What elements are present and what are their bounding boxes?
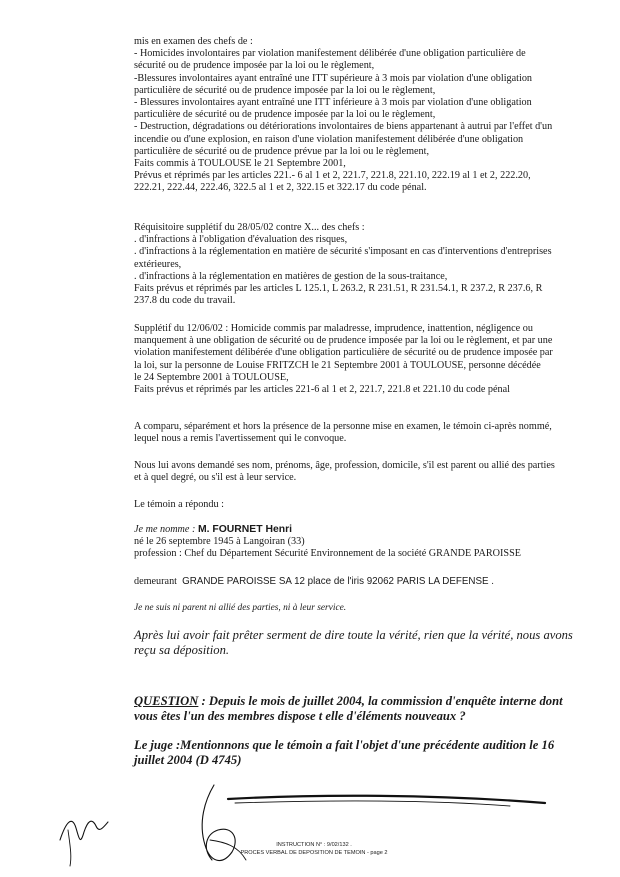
demeurant-value: GRANDE PAROISSE SA 12 place de l'iris 92062 PARIS LA DEFENSE . [182,576,494,587]
requisitoire-line: extérieures, [134,258,182,270]
chefs-line: - Destruction, dégradations ou détériorations involontaires de biens appartenant à autrui par l'effet d'un [134,121,553,133]
serment-line: Après lui avoir fait prêter serment de dire toute la vérité, rien que la vérité, nous avons [134,628,573,642]
chefs-line: particulière de sécurité ou de prudence imposée par la loi ou le règlement, [134,109,436,121]
demande-line: et à quel degré, ou s'il est à leur service. [134,472,297,484]
requisitoire-line: Faits prévus et réprimés par les articles L 125.1, L 263.2, R 231.51, R 231.54.1, R 237.2, R 237.6, R [134,283,543,295]
chefs-line: Prévus et réprimés par les articles 221.- 6 al 1 et 2, 221.7, 221.8, 221.10, 222.19 al 1 et 2, 222.20, [134,170,531,182]
question-first: : Depuis le mois de juillet 2004, la commission d'enquête interne dont [198,694,563,708]
suppletif-line: violation manifestement délibérée d'une obligation particulière de sécurité ou de prudence imposée par [134,347,553,359]
demeurant-label: demeurant [134,576,177,587]
requisitoire-line: . d'infractions à la réglementation en matière de sécurité s'imposant en cas d'interventions d'entreprises [134,246,552,258]
requisitoire-line: 237.8 du code du travail. [134,295,236,307]
comparu-line: A comparu, séparément et hors la présence de la personne mise en examen, le témoin ci-après nommé, [134,421,552,432]
juge-line: Le juge :Mentionnons que le témoin a fait l'objet d'une précédente audition le 16 [134,738,555,752]
comparu-line: lequel nous a remis l'avertissement qui le convoque. [134,433,347,445]
nom-value: M. FOURNET Henri [197,524,293,535]
question-second: vous êtes l'un des membres dispose t elle d'éléments nouveaux ? [134,709,466,723]
suppletif-line: Faits prévus et réprimés par les articles 221-6 al 1 et 2, 221.7, 221.8 et 221.10 du code pénal [134,384,510,396]
chefs-line: -Blessures involontaires ayant entraîné une ITT supérieure à 3 mois par violation d'une obligation [134,72,533,84]
naissance-line: né le 26 septembre 1945 à Langoiran (33) [134,536,305,548]
juge-line: juillet 2004 (D 4745) [134,753,242,767]
suppletif-line: le 24 Septembre 2001 à TOULOUSE, [134,371,289,383]
profession-line: profession : Chef du Département Sécurité Environnement de la société GRANDE PAROISSE [134,548,521,560]
question-label: QUESTION [134,694,199,708]
parent-text: Je ne suis ni parent ni allié des parties, ni à leur service. [134,603,347,613]
footer-line: PROCES VERBAL DE DEPOSITION DE TEMOIN - page 2 [240,850,388,856]
requisitoire-line: Réquisitoire supplétif du 28/05/02 contre X... des chefs : [134,222,365,233]
suppletif-line: Supplétif du 12/06/02 : Homicide commis par maladresse, imprudence, inattention, négligence ou [134,323,533,334]
footer [214,841,414,857]
initials-left-tail [68,830,71,866]
chefs-line: 222.21, 222.44, 222.46, 322.5 al 1 et 2, 322.15 et 322.17 du code pénal. [134,182,427,194]
repondu-text: Le témoin a répondu : [134,499,224,510]
chefs-intro: mis en examen des chefs de : [134,36,253,47]
chefs-line: incendie ou d'une explosion, en raison d'une violation manifestement délibérée d'une obligation [134,133,524,145]
signature-stroke-top-thin [235,801,510,806]
suppletif-line: manquement à une obligation de sécurité ou de prudence imposée par la loi ou le règlement, et par une [134,335,553,347]
serment-line: reçu sa déposition. [134,643,230,657]
requisitoire-line: . d'infractions à l'obligation d'évaluation des risques, [134,234,348,246]
footer-line: INSTRUCTION N° : 9/02/132 . [276,842,352,848]
chefs-line: Faits commis à TOULOUSE le 21 Septembre 2001, [134,158,346,170]
requisitoire-line: . d'infractions à la réglementation en matières de gestion de la sous-traitance, [134,270,448,282]
chefs-line: particulière de sécurité ou de prudence imposée par la loi ou le règlement, [134,84,436,96]
nom-label: Je me nomme : [134,524,196,535]
chefs-line: particulière de sécurité ou de prudence prévue par la loi ou le règlement, [134,145,430,157]
chefs-line: - Blessures involontaires ayant entraîné une ITT inférieure à 3 mois par violation d'une obligation [134,97,532,109]
chefs-line: sécurité ou de prudence imposée par la loi ou le règlement, [134,60,375,72]
initials-left [60,821,108,840]
chefs-line: - Homicides involontaires par violation manifestement délibérée d'une obligation particulière de [134,48,526,60]
demande-line: Nous lui avons demandé ses nom, prénoms, âge, profession, domicile, s'il est parent ou allié des parties [134,460,555,471]
suppletif-line: la loi, sur la personne de Louise FRITZCH le 21 Septembre 2001 à TOULOUSE, personne décédée [134,359,541,371]
